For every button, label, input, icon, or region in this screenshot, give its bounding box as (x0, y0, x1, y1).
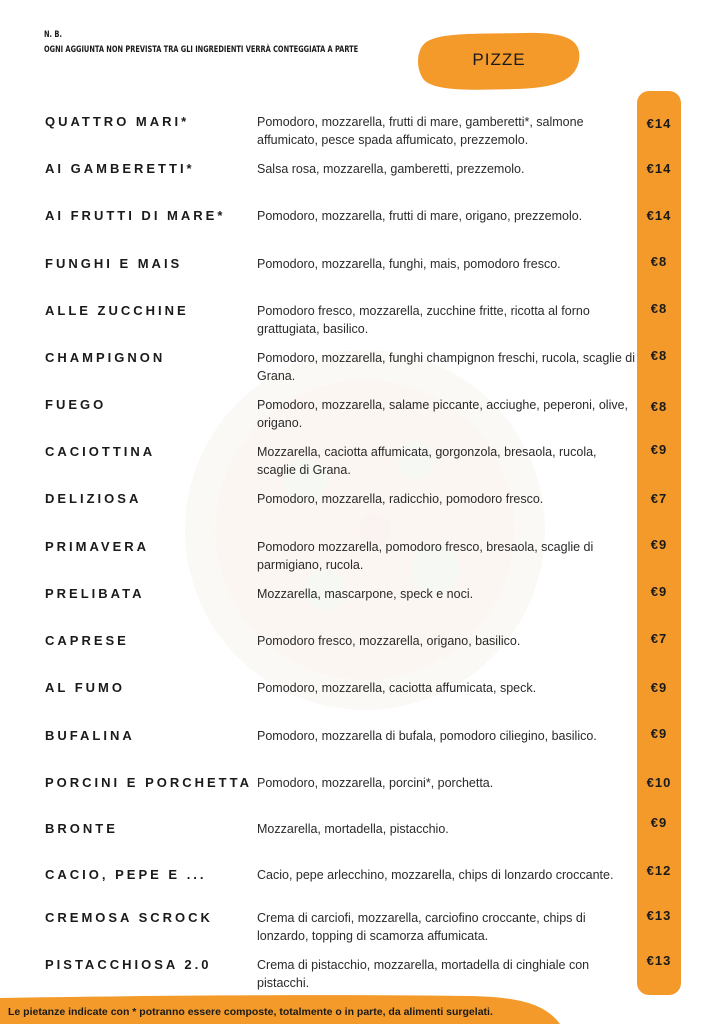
pizza-ingredients: Pomodoro, mozzarella, caciotta affumicata, speck. (257, 681, 537, 695)
pizza-name: CAPRESE (45, 633, 129, 648)
pizza-ingredients: Mozzarella, mascarpone, speck e noci. (257, 587, 474, 601)
menu-item (0, 728, 724, 772)
menu-item (0, 815, 724, 865)
menu-item (0, 910, 724, 954)
pizza-price: €8 (650, 348, 668, 363)
footer-note: Le pietanze indicate con * potranno essere composte, totalmente o in parte, da alimenti surgelati. (8, 1006, 493, 1018)
pizza-price: €12 (646, 863, 672, 878)
note-label: N. B. (44, 30, 62, 40)
pizza-price: €13 (646, 953, 672, 968)
pizza-price: €8 (650, 301, 668, 316)
pizza-ingredients: Pomodoro, mozzarella, radicchio, pomodoro fresco. (257, 492, 544, 506)
pizza-name: CACIO, PEPE E ... (45, 867, 207, 882)
pizza-ingredients: Pomodoro, mozzarella, funghi, mais, pomodoro fresco. (257, 257, 561, 271)
pizza-ingredients: Pomodoro fresco, mozzarella, origano, basilico. (257, 634, 521, 648)
pizza-name: PRELIBATA (45, 586, 145, 601)
pizza-price: €7 (650, 491, 668, 506)
pizza-price: €9 (650, 537, 668, 552)
pizza-ingredients: Pomodoro, mozzarella di bufala, pomodoro ciliegino, basilico. (257, 729, 597, 743)
pizza-name: CACIOTTINA (45, 444, 156, 459)
note-text: OGNI AGGIUNTA NON PREVISTA TRA GLI INGREDIENTI VERRÀ CONTEGGIATA A PARTE (44, 45, 359, 55)
pizza-price: €13 (646, 908, 672, 923)
pizza-name: QUATTRO MARI* (45, 114, 190, 129)
pizza-ingredients: Mozzarella, mortadella, pistacchio. (257, 822, 449, 836)
pizza-ingredients: Pomodoro mozzarella, pomodoro fresco, bresaola, scaglie di parmigiano, rucola. (257, 540, 594, 572)
pizza-name: FUNGHI E MAIS (45, 256, 183, 271)
pizza-ingredients: Crema di pistacchio, mozzarella, mortadella di cinghiale con pistacchi. (257, 958, 590, 990)
pizza-name: PRIMAVERA (45, 539, 150, 554)
pizza-price: €14 (646, 116, 672, 131)
pizza-price: €8 (650, 254, 668, 269)
pizza-price: €9 (650, 726, 668, 741)
pizza-name: AI FRUTTI DI MARE* (45, 208, 226, 223)
pizza-name: ALLE ZUCCHINE (45, 303, 189, 318)
menu-item (0, 444, 724, 488)
pizza-name: FUEGO (45, 397, 107, 412)
menu-item (0, 256, 724, 300)
pizza-ingredients: Salsa rosa, mozzarella, gamberetti, prezzemolo. (257, 162, 525, 176)
menu-item (0, 863, 724, 911)
menu-item (0, 586, 724, 630)
menu-item (0, 350, 724, 394)
disclaimer-note (44, 28, 358, 58)
pizza-ingredients: Mozzarella, caciotta affumicata, gorgonzola, bresaola, rucola, scaglie di Grana. (257, 445, 597, 477)
menu-item (0, 680, 724, 724)
menu-item (0, 491, 724, 535)
pizza-price: €14 (646, 161, 672, 176)
pizza-ingredients: Crema di carciofi, mozzarella, carciofino croccante, chips di lonzardo, topping di scamorza affumicata. (257, 911, 586, 943)
pizza-price: €14 (646, 208, 672, 223)
pizza-name: BRONTE (45, 821, 118, 836)
pizza-ingredients: Pomodoro, mozzarella, funghi champignon freschi, rucola, scaglie di Grana. (257, 351, 635, 383)
pizza-price: €9 (650, 680, 668, 695)
pizza-ingredients: Pomodoro, mozzarella, porcini*, porchetta. (257, 776, 494, 790)
pizza-price: €10 (646, 775, 672, 790)
pizza-ingredients: Pomodoro fresco, mozzarella, zucchine fritte, ricotta al forno grattugiata, basilico. (257, 304, 590, 336)
pizza-price: €9 (650, 442, 668, 457)
pizza-price: €9 (650, 584, 668, 599)
pizza-ingredients: Pomodoro, mozzarella, frutti di mare, origano, prezzemolo. (257, 209, 583, 223)
menu-item (0, 633, 724, 677)
pizza-name: DELIZIOSA (45, 491, 142, 506)
pizza-ingredients: Cacio, pepe arlecchino, mozzarella, chips di lonzardo croccante. (257, 868, 614, 882)
pizza-name: PORCINI E PORCHETTA (45, 775, 252, 790)
pizza-name: CHAMPIGNON (45, 350, 166, 365)
menu-item (0, 397, 724, 441)
menu-item (0, 303, 724, 347)
pizza-price: €9 (650, 815, 668, 830)
menu-item (0, 114, 724, 158)
pizza-name: AI GAMBERETTI* (45, 161, 195, 176)
pizza-ingredients: Pomodoro, mozzarella, salame piccante, acciughe, peperoni, olive, origano. (257, 398, 629, 430)
pizza-ingredients: Pomodoro, mozzarella, frutti di mare, gamberetti*, salmone affumicato, pesce spada affumicato, prezzemolo. (257, 115, 584, 147)
pizza-price: €7 (650, 631, 668, 646)
pizza-name: BUFALINA (45, 728, 135, 743)
section-title: PIZZE (472, 50, 526, 69)
menu-item (0, 539, 724, 583)
menu-item (0, 161, 724, 205)
menu-item (0, 775, 724, 819)
menu-item (0, 208, 724, 252)
pizza-name: CREMOSA SCROCK (45, 910, 213, 925)
pizza-name: AL FUMO (45, 680, 125, 695)
pizza-price: €8 (650, 399, 668, 414)
pizza-name: PISTACCHIOSA 2.0 (45, 957, 212, 972)
